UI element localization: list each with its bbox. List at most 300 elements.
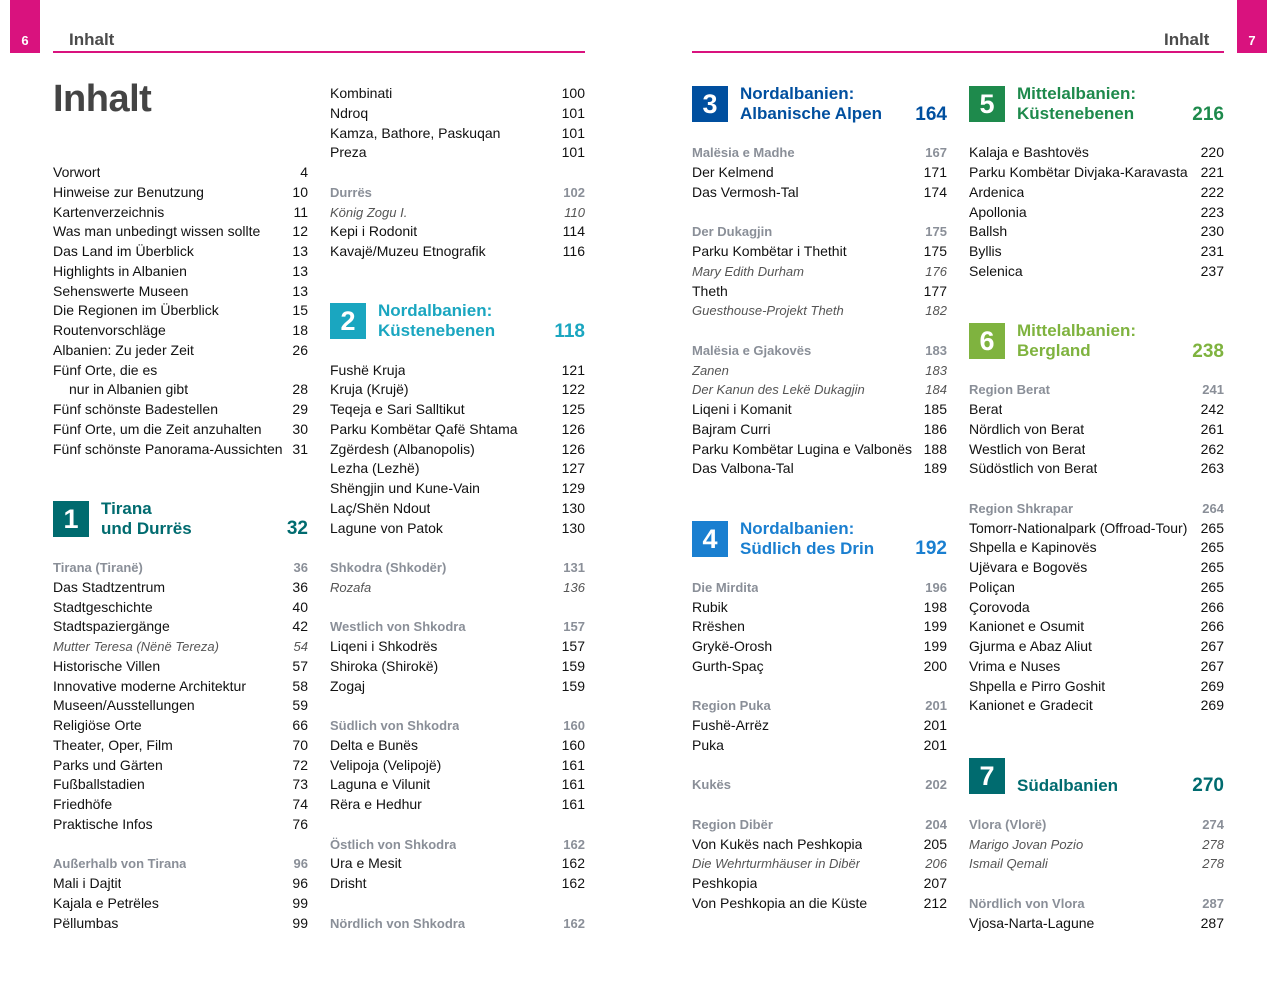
toc-section-heading[interactable] <box>330 183 585 203</box>
toc-entry[interactable] <box>692 459 947 479</box>
toc-entry[interactable] <box>692 420 947 440</box>
toc-entry-page: 130 <box>561 519 585 536</box>
toc-entry-page: 184 <box>925 382 947 398</box>
toc-entry[interactable] <box>330 479 585 499</box>
toc-entry[interactable] <box>969 677 1224 697</box>
toc-entry-page: 167 <box>925 145 947 161</box>
chapter-title-line-1 <box>1017 756 1118 776</box>
toc-entry[interactable] <box>692 282 947 302</box>
toc-entry-page: 161 <box>561 776 585 793</box>
spacer <box>969 301 1224 321</box>
toc-entry[interactable] <box>969 854 1224 874</box>
toc-entry-page: 262 <box>1200 440 1224 457</box>
toc-entry-title: Parku Kombëtar i Thethit <box>692 243 847 259</box>
toc-entry[interactable] <box>330 84 585 104</box>
toc-entry-page: 274 <box>1202 816 1224 832</box>
toc-entry[interactable] <box>330 657 585 677</box>
toc-entry-title: Drisht <box>330 875 367 891</box>
toc-entry-page: 66 <box>292 717 308 733</box>
toc-entry-page: 76 <box>292 815 308 832</box>
toc-entry[interactable] <box>330 736 585 756</box>
toc-entry[interactable] <box>53 282 308 302</box>
chapter-page-number: 164 <box>915 103 947 125</box>
toc-section-heading[interactable] <box>969 499 1224 519</box>
toc-entry[interactable] <box>53 203 308 223</box>
toc-entry-title: Kombinati <box>330 85 393 101</box>
toc-entry-page: 237 <box>1200 262 1224 279</box>
toc-entry-page: 114 <box>562 223 585 240</box>
toc-entry-page: 126 <box>561 420 585 437</box>
toc-entry[interactable] <box>969 203 1224 223</box>
chapter-page-number: 270 <box>1192 775 1224 796</box>
toc-section-heading[interactable] <box>53 854 308 874</box>
toc-entry[interactable] <box>692 380 947 400</box>
spacer <box>330 538 585 558</box>
toc-entry[interactable] <box>330 637 585 657</box>
toc-entry[interactable] <box>53 696 308 716</box>
toc-entry[interactable] <box>692 598 947 618</box>
toc-entry[interactable] <box>969 835 1224 855</box>
toc-entry-title: Praktische Infos <box>53 815 153 832</box>
toc-entry-title: Byllis <box>969 243 1002 259</box>
toc-entry-title: Fünf Orte, um die Zeit anzuhalten <box>53 420 262 437</box>
chapter-heading[interactable] <box>969 321 1224 361</box>
toc-section-heading[interactable] <box>692 341 947 361</box>
toc-entry[interactable] <box>969 617 1224 637</box>
toc-entry[interactable] <box>330 756 585 776</box>
toc-entry-page: 231 <box>1200 243 1224 259</box>
toc-entry[interactable] <box>53 756 308 776</box>
toc-entry-title: Teqeja e Sari Salltikut <box>330 401 465 417</box>
toc-entry-page: 100 <box>561 85 585 101</box>
toc-entry[interactable] <box>692 657 947 677</box>
toc-entry-page: 130 <box>561 499 585 516</box>
toc-entry-title: Berat <box>969 401 1003 417</box>
toc-entry[interactable] <box>53 598 308 618</box>
toc-entry-page: 241 <box>1202 382 1224 398</box>
toc-entry-page: 222 <box>1200 183 1224 200</box>
toc-entry-title: Fünf schönste Panorama-Aussichten <box>53 440 283 457</box>
toc-entry-page: 186 <box>923 420 947 437</box>
toc-entry-title: Kalaja e Bashtovës <box>969 144 1089 161</box>
toc-entry[interactable] <box>330 222 585 242</box>
toc-entry[interactable] <box>969 459 1224 479</box>
toc-entry[interactable] <box>330 143 585 163</box>
chapter-heading[interactable] <box>692 84 947 124</box>
toc-entry[interactable] <box>53 617 308 637</box>
right-header-rule <box>692 51 1224 53</box>
toc-entry[interactable] <box>53 677 308 697</box>
toc-entry-title: Delta e Bunës <box>330 736 418 753</box>
toc-entry-title: Kanionet e Gradecit <box>969 697 1093 714</box>
toc-entry-title: Lagune von Patok <box>330 519 443 536</box>
toc-entry[interactable] <box>330 795 585 815</box>
toc-entry-title: Gurth-Spaç <box>692 657 764 674</box>
toc-entry[interactable] <box>692 716 947 736</box>
toc-entry-page: 183 <box>925 342 947 358</box>
toc-entry-page: 183 <box>925 362 947 378</box>
toc-entry[interactable] <box>53 657 308 677</box>
toc-entry-page: 36 <box>293 560 308 575</box>
toc-entry[interactable] <box>969 222 1224 242</box>
toc-entry-title: Tirana (Tiranë) <box>53 560 143 575</box>
toc-entry-page: 265 <box>1200 559 1224 575</box>
toc-entry-page: 278 <box>1202 856 1224 872</box>
toc-entry-title: Shiroka (Shirokë) <box>330 657 439 674</box>
spacer <box>692 203 947 223</box>
toc-entry-title: Das Land im Überblick <box>53 243 194 259</box>
toc-section-heading[interactable] <box>692 143 947 163</box>
toc-entry-title: Kavajë/Muzeu Etnografik <box>330 243 486 259</box>
toc-entry[interactable] <box>53 914 308 934</box>
toc-entry[interactable] <box>53 775 308 795</box>
toc-column-1 <box>53 163 308 933</box>
toc-entry[interactable] <box>692 242 947 262</box>
toc-entry-title: Rubik <box>692 598 728 615</box>
spacer <box>969 479 1224 499</box>
toc-section-heading[interactable] <box>330 835 585 855</box>
toc-entry-title: Gjurma e Abaz Aliut <box>969 638 1092 654</box>
toc-entry-title: Von Kukës nach Peshkopia <box>692 835 863 852</box>
toc-entry[interactable] <box>969 538 1224 558</box>
toc-entry-title: Der Kanun des Lekë Dukagjin <box>692 382 865 398</box>
toc-section-heading[interactable] <box>330 914 585 934</box>
toc-entry-title: Was man unbedingt wissen sollte <box>53 223 261 240</box>
toc-entry-page: 127 <box>561 460 585 477</box>
toc-entry-title: Innovative moderne Architektur <box>53 677 246 694</box>
toc-entry-page: 266 <box>1200 598 1224 615</box>
toc-entry-page: 18 <box>292 322 308 338</box>
toc-entry[interactable] <box>330 578 585 598</box>
toc-entry-page: 136 <box>563 579 585 595</box>
toc-entry-title: Westlich von Shkodra <box>330 619 466 635</box>
toc-entry-page: 26 <box>292 341 308 358</box>
toc-entry-page: 174 <box>923 183 947 200</box>
toc-entry-title: Shëngjin und Kune-Vain <box>330 480 480 496</box>
toc-entry-page: 207 <box>923 875 947 891</box>
toc-entry[interactable] <box>53 361 308 381</box>
toc-section-heading[interactable] <box>330 716 585 736</box>
toc-entry[interactable] <box>969 143 1224 163</box>
toc-entry-title: Ismail Qemali <box>969 856 1048 872</box>
toc-entry-title: Mary Edith Durham <box>692 263 804 279</box>
toc-entry-page: 162 <box>563 836 585 852</box>
toc-entry-page: 201 <box>923 717 947 733</box>
toc-entry-title: Highlights in Albanien <box>53 262 187 279</box>
toc-entry[interactable] <box>969 578 1224 598</box>
toc-entry[interactable] <box>692 637 947 657</box>
toc-entry-title: Westlich von Berat <box>969 440 1086 457</box>
toc-entry[interactable] <box>969 183 1224 203</box>
toc-entry-title: Apollonia <box>969 203 1027 220</box>
toc-entry-page: 278 <box>1202 836 1224 852</box>
toc-entry-title: Nördlich von Vlora <box>969 895 1085 911</box>
toc-section-heading[interactable] <box>53 558 308 578</box>
toc-column-3 <box>692 84 947 914</box>
toc-section-heading[interactable] <box>692 222 947 242</box>
toc-entry-title: Shpella e Kapinovës <box>969 539 1097 556</box>
toc-entry-title: Vlora (Vlorë) <box>969 816 1047 832</box>
chapter-heading[interactable] <box>969 756 1224 796</box>
toc-entry[interactable] <box>330 124 585 144</box>
toc-entry-title: Malësia e Madhe <box>692 145 795 161</box>
toc-entry[interactable] <box>969 558 1224 578</box>
toc-entry[interactable] <box>53 578 308 598</box>
toc-entry[interactable] <box>330 242 585 262</box>
toc-entry[interactable] <box>969 262 1224 282</box>
toc-entry[interactable] <box>330 519 585 539</box>
toc-entry-title: Ardenica <box>969 183 1025 200</box>
toc-entry[interactable] <box>969 914 1224 934</box>
toc-entry[interactable] <box>330 203 585 223</box>
toc-entry-title: Liqeni i Komanit <box>692 401 792 417</box>
spacer <box>330 696 585 716</box>
toc-entry-title: Von Peshkopia an die Küste <box>692 894 868 911</box>
toc-section-heading[interactable] <box>330 617 585 637</box>
toc-entry-title: Die Wehrturmhäuser in Dibër <box>692 856 861 872</box>
chapter-number-badge: 4 <box>692 521 728 557</box>
toc-entry[interactable] <box>330 420 585 440</box>
toc-entry-page: 223 <box>1200 203 1224 220</box>
toc-entry-title: Der Kelmend <box>692 164 774 180</box>
toc-entry[interactable] <box>53 795 308 815</box>
spacer <box>330 894 585 914</box>
toc-entry-page: 101 <box>561 104 585 121</box>
toc-entry-page: 121 <box>561 361 585 378</box>
toc-entry-title: Marigo Jovan Pozio <box>969 836 1084 852</box>
chapter-heading[interactable] <box>330 301 585 341</box>
toc-entry[interactable] <box>330 854 585 874</box>
toc-entry-title: Routenvorschläge <box>53 322 166 338</box>
toc-entry-title: Museen/Ausstellungen <box>53 697 195 714</box>
spacer <box>692 321 947 341</box>
toc-entry-title: Fünf schönste Badestellen <box>53 401 218 417</box>
toc-section-heading[interactable] <box>692 578 947 598</box>
toc-entry[interactable] <box>969 420 1224 440</box>
toc-entry[interactable] <box>53 262 308 282</box>
spacer <box>692 756 947 776</box>
toc-entry[interactable] <box>53 440 308 460</box>
chapter-page-number: 238 <box>1192 340 1224 362</box>
toc-entry[interactable] <box>53 183 308 203</box>
toc-entry-page: 101 <box>561 144 585 161</box>
toc-entry[interactable] <box>53 894 308 914</box>
toc-entry-page: 212 <box>923 894 947 911</box>
toc-entry[interactable] <box>330 499 585 519</box>
toc-entry-title: Mutter Teresa (Nënë Tereza) <box>53 639 219 654</box>
chapter-number-badge: 2 <box>330 303 366 339</box>
toc-entry[interactable] <box>330 440 585 460</box>
toc-entry-title: Kamza, Bathore, Paskuqan <box>330 124 501 141</box>
toc-entry-title: Fushë-Arrëz <box>692 717 770 733</box>
toc-entry[interactable] <box>692 262 947 282</box>
toc-entry-page: 13 <box>292 262 308 279</box>
toc-entry[interactable] <box>969 400 1224 420</box>
toc-entry[interactable] <box>692 183 947 203</box>
toc-entry[interactable] <box>53 163 308 183</box>
toc-entry[interactable] <box>53 222 308 242</box>
toc-section-heading[interactable] <box>692 696 947 716</box>
toc-entry-page: 159 <box>561 657 585 674</box>
toc-entry-page: 70 <box>292 736 308 753</box>
spacer <box>692 499 947 519</box>
toc-entry[interactable] <box>53 242 308 262</box>
toc-section-heading[interactable] <box>969 815 1224 835</box>
toc-entry-title: Region Puka <box>692 698 771 714</box>
toc-entry-page: 266 <box>1200 618 1224 635</box>
toc-entry-page: 201 <box>923 736 947 753</box>
chapter-title <box>1017 756 1118 796</box>
toc-entry-page: 110 <box>564 204 585 220</box>
toc-entry[interactable] <box>692 400 947 420</box>
toc-entry-page: 11 <box>293 203 308 220</box>
toc-entry-title: Außerhalb von Tirana <box>53 856 187 872</box>
toc-entry[interactable] <box>692 874 947 894</box>
chapter-title <box>1017 321 1136 361</box>
toc-entry-title: Bajram Curri <box>692 420 771 437</box>
toc-entry[interactable] <box>330 677 585 697</box>
toc-entry-page: 129 <box>561 480 585 496</box>
toc-entry-page: 265 <box>1200 578 1224 595</box>
toc-entry-title: Der Dukagjin <box>692 224 773 240</box>
toc-entry[interactable] <box>969 696 1224 716</box>
toc-entry[interactable] <box>969 242 1224 262</box>
right-page-number: 7 <box>1237 0 1267 53</box>
spacer <box>969 282 1224 302</box>
toc-entry-title: Südöstlich von Berat <box>969 460 1098 477</box>
toc-entry[interactable] <box>330 775 585 795</box>
chapter-heading[interactable] <box>692 519 947 559</box>
chapter-number-badge: 6 <box>969 323 1005 359</box>
chapter-title-line-2: und Durrës <box>101 518 192 538</box>
toc-entry[interactable] <box>692 617 947 637</box>
toc-entry-title: Zgërdesh (Albanopolis) <box>330 440 475 457</box>
toc-entry[interactable] <box>330 361 585 381</box>
toc-entry-title: Parku Kombëtar Divjaka-Karavasta <box>969 164 1188 180</box>
toc-entry-title: Selenica <box>969 262 1023 279</box>
toc-entry-page: 72 <box>292 756 308 773</box>
toc-entry-page: 12 <box>292 223 308 240</box>
toc-entry-title: Nördlich von Shkodra <box>330 915 466 931</box>
chapter-heading[interactable] <box>969 84 1224 124</box>
toc-entry[interactable] <box>53 301 308 321</box>
toc-entry[interactable] <box>969 657 1224 677</box>
chapter-page-number: 216 <box>1192 103 1224 125</box>
toc-entry[interactable] <box>330 459 585 479</box>
toc-entry-page: 177 <box>923 282 947 299</box>
toc-entry[interactable] <box>330 104 585 124</box>
left-header-rule <box>53 51 585 53</box>
toc-entry-page: 206 <box>925 856 947 872</box>
spacer <box>330 598 585 618</box>
toc-entry-page: 196 <box>925 579 947 595</box>
toc-entry[interactable] <box>969 519 1224 539</box>
toc-entry-page: 54 <box>293 639 308 654</box>
toc-entry-title: Vorwort <box>53 164 101 180</box>
toc-entry-page: 171 <box>923 164 947 180</box>
toc-entry-title: Kartenverzeichnis <box>53 203 165 220</box>
toc-section-heading[interactable] <box>330 558 585 578</box>
toc-entry[interactable] <box>53 637 308 657</box>
toc-entry[interactable] <box>53 380 308 400</box>
toc-entry[interactable] <box>330 400 585 420</box>
toc-entry-page: 74 <box>292 796 308 812</box>
toc-entry-page: 267 <box>1200 638 1224 654</box>
toc-entry-title: Die Mirdita <box>692 579 759 595</box>
toc-entry[interactable] <box>969 163 1224 183</box>
toc-entry-title: Guesthouse-Projekt Theth <box>692 303 844 319</box>
toc-entry[interactable] <box>53 874 308 894</box>
toc-entry[interactable] <box>692 440 947 460</box>
toc-entry[interactable] <box>53 341 308 361</box>
toc-entry[interactable] <box>692 894 947 914</box>
chapter-page-number: 32 <box>286 518 308 540</box>
toc-entry-title: Rozafa <box>330 579 372 595</box>
chapter-title <box>1017 84 1136 124</box>
toc-entry[interactable] <box>53 400 308 420</box>
toc-entry-page: 96 <box>292 875 308 891</box>
toc-entry[interactable] <box>53 815 308 835</box>
toc-entry[interactable] <box>969 440 1224 460</box>
chapter-title <box>740 519 874 559</box>
toc-entry-page: 287 <box>1200 914 1224 931</box>
toc-section-heading[interactable] <box>969 894 1224 914</box>
toc-entry-title: Kukës <box>692 777 732 793</box>
toc-entry-title: Peshkopia <box>692 875 758 891</box>
toc-section-heading[interactable] <box>692 815 947 835</box>
toc-entry[interactable] <box>53 420 308 440</box>
toc-entry-page: 175 <box>923 243 947 259</box>
toc-entry[interactable] <box>692 301 947 321</box>
toc-entry[interactable] <box>330 874 585 894</box>
toc-entry[interactable] <box>53 716 308 736</box>
toc-entry-title: Vrima e Nuses <box>969 657 1061 674</box>
right-header-title: Inhalt <box>1164 30 1210 49</box>
toc-entry[interactable] <box>53 321 308 341</box>
toc-entry-page: 204 <box>925 816 947 832</box>
toc-entry-page: 58 <box>292 677 308 694</box>
toc-entry[interactable] <box>330 380 585 400</box>
toc-entry-page: 160 <box>563 718 585 733</box>
chapter-heading[interactable] <box>53 499 308 539</box>
toc-entry[interactable] <box>692 736 947 756</box>
toc-entry-page: 31 <box>292 440 308 457</box>
toc-section-heading[interactable] <box>692 775 947 795</box>
toc-entry[interactable] <box>692 854 947 874</box>
toc-entry-page: 131 <box>563 560 585 575</box>
toc-entry-page: 36 <box>292 578 308 595</box>
toc-entry[interactable] <box>692 163 947 183</box>
toc-entry[interactable] <box>969 598 1224 618</box>
chapter-title-line-1: Mittelalbanien: <box>1017 84 1137 103</box>
chapter-title-line-2: Südalbanien <box>1017 775 1119 795</box>
toc-entry-page: 99 <box>292 914 308 931</box>
toc-entry-page: 159 <box>561 677 585 694</box>
toc-entry-page: 96 <box>293 856 308 872</box>
toc-entry[interactable] <box>53 736 308 756</box>
toc-entry[interactable] <box>969 637 1224 657</box>
toc-section-heading[interactable] <box>969 380 1224 400</box>
toc-entry-title: Ndroq <box>330 104 369 121</box>
toc-entry-page: 188 <box>923 440 947 457</box>
spacer <box>969 716 1224 736</box>
toc-entry[interactable] <box>692 361 947 381</box>
spacer <box>53 479 308 499</box>
toc-entry-page: 30 <box>292 420 308 437</box>
spacer <box>969 736 1224 756</box>
toc-entry[interactable] <box>692 835 947 855</box>
toc-entry-page: 15 <box>292 302 308 319</box>
